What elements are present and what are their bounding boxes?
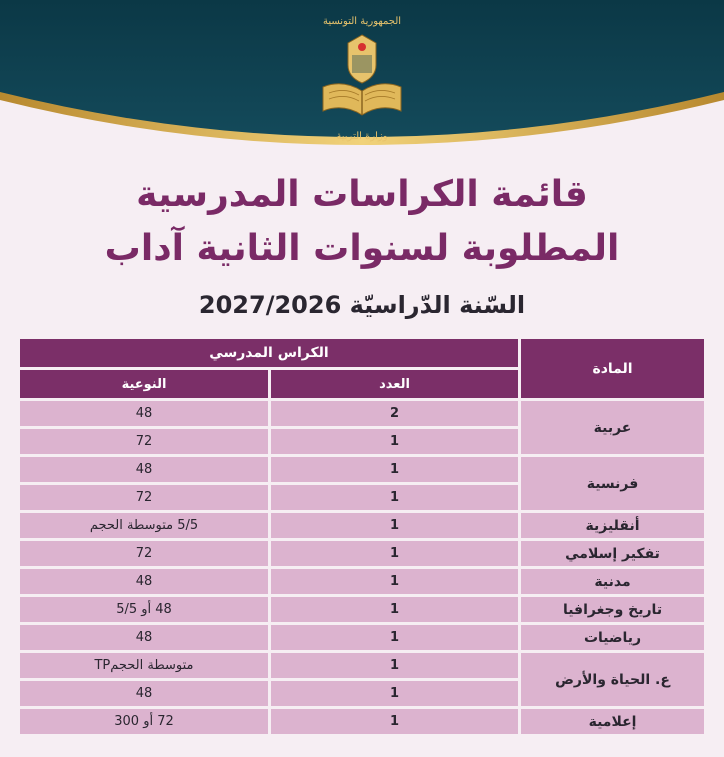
notebook-table xyxy=(20,336,704,737)
school-year-title: السّنة الدّراسيّة 2027/2026 xyxy=(198,291,526,319)
header-subject: المادة xyxy=(518,339,704,398)
type-cell: 48 xyxy=(20,457,268,482)
count-cell: 1 xyxy=(268,457,518,482)
emblem-top-text: الجمهورية التونسية xyxy=(322,16,402,27)
header-count: العدد xyxy=(268,370,518,398)
type-cell: 72 xyxy=(20,485,268,510)
type-cell: 48 xyxy=(20,625,268,650)
type-cell: 72 أو 300 xyxy=(20,709,268,734)
subject-cell: تفكير إسلامي xyxy=(518,541,704,566)
subject-cell: رياضيات xyxy=(518,625,704,650)
emblem-bottom-text: وزارة التربية xyxy=(336,131,388,142)
subject-cell: أنقليزية xyxy=(518,513,704,538)
table-row xyxy=(20,709,704,734)
table-row xyxy=(20,625,704,650)
count-cell: 1 xyxy=(268,681,518,706)
type-cell: متوسطة الحجمTP xyxy=(20,653,268,678)
subject-cell: تاريخ وجغرافيا xyxy=(518,597,704,622)
type-cell: 48 xyxy=(20,569,268,594)
count-cell: 1 xyxy=(268,429,518,454)
table-row xyxy=(20,597,704,622)
count-cell: 1 xyxy=(268,653,518,678)
page-title-line-1: قائمة الكراسات المدرسية xyxy=(136,174,588,215)
count-cell: 1 xyxy=(268,709,518,734)
count-cell: 1 xyxy=(268,541,518,566)
table-row xyxy=(20,401,704,426)
count-cell: 1 xyxy=(268,485,518,510)
subject-cell: إعلامية xyxy=(518,709,704,734)
type-cell: 48 xyxy=(20,401,268,426)
type-cell: 5/5 متوسطة الحجم xyxy=(20,513,268,538)
type-cell: 48 xyxy=(20,681,268,706)
table-row xyxy=(20,513,704,538)
header-notebook-group: الكراس المدرسي xyxy=(20,339,518,367)
book-crest-icon xyxy=(317,31,407,123)
table-row xyxy=(20,457,704,482)
count-cell: 2 xyxy=(268,401,518,426)
page-title-line-2: المطلوبة لسنوات الثانية آداب xyxy=(104,228,620,269)
page-header xyxy=(0,0,724,160)
subject-cell: مدنية xyxy=(518,569,704,594)
type-cell: 72 xyxy=(20,429,268,454)
table-row xyxy=(20,541,704,566)
subject-cell: فرنسية xyxy=(518,457,704,510)
table-row xyxy=(20,653,704,678)
subject-cell: ع. الحياة والأرض xyxy=(518,653,704,706)
subject-cell: عربية xyxy=(518,401,704,454)
type-cell: 48 أو 5/5 xyxy=(20,597,268,622)
type-cell: 72 xyxy=(20,541,268,566)
count-cell: 1 xyxy=(268,513,518,538)
count-cell: 1 xyxy=(268,569,518,594)
count-cell: 1 xyxy=(268,597,518,622)
ministry-emblem xyxy=(312,14,412,146)
header-type: النوعية xyxy=(20,370,268,398)
count-cell: 1 xyxy=(268,625,518,650)
table-row xyxy=(20,569,704,594)
